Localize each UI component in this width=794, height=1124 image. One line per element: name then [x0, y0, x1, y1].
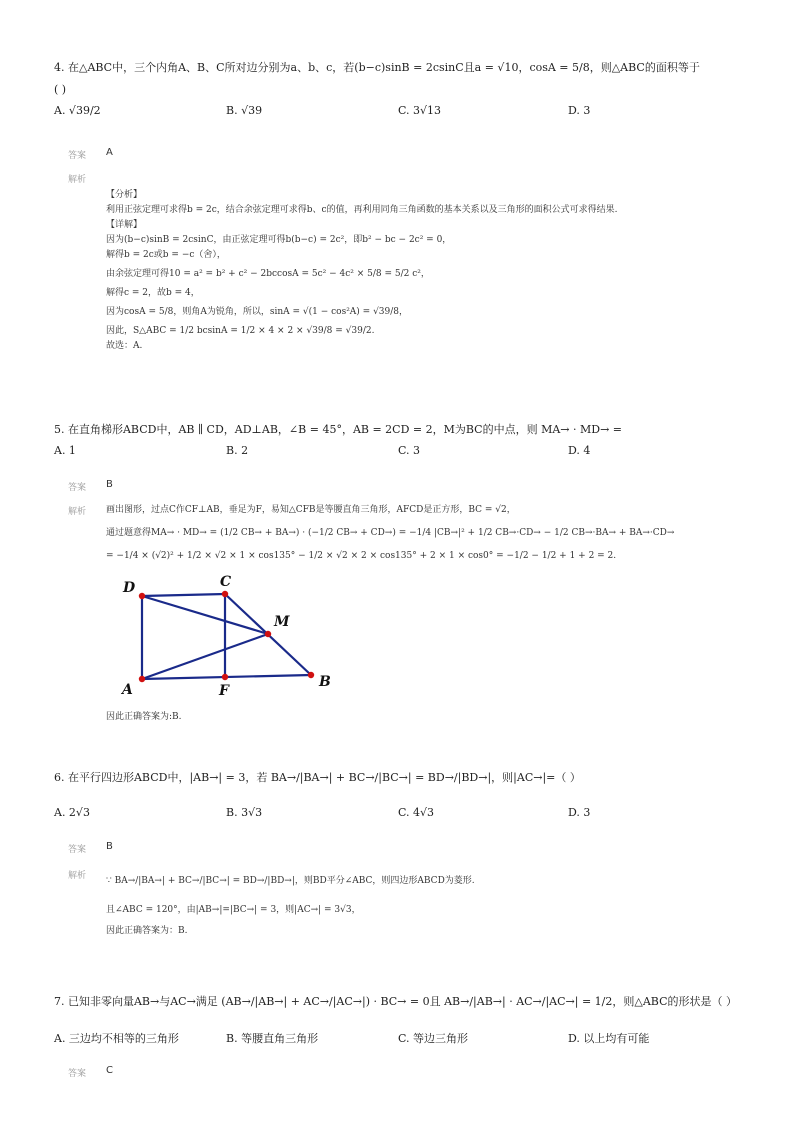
point-b — [308, 672, 314, 678]
q4-sol-line: 【详解】 — [106, 220, 143, 230]
q4-option-a: A. √39/2 — [54, 104, 101, 117]
point-c — [222, 591, 228, 597]
q5-option-a: A. 1 — [54, 444, 76, 457]
q4-option-d: D. 3 — [568, 104, 591, 117]
q7-stem: 7. 已知非零向量AB→与AC→满足 (AB→/|AB→| + AC→/|AC→|) · BC→ = 0且 AB→/|AB→| · AC→/|AC→| = 1/2，则△ABC的形状是（ ） — [54, 995, 737, 1008]
q7-option-a: A. 三边均不相等的三角形 — [54, 1032, 179, 1045]
segment-am — [142, 634, 268, 679]
label-d: D — [123, 580, 136, 596]
q6-analysis-label: 解析 — [68, 871, 87, 881]
q4-answer: A — [106, 147, 113, 158]
q7-option-b: B. 等腰直角三角形 — [226, 1032, 319, 1045]
q6-sol-line: 且∠ABC = 120°，由|AB→|=|BC→| = 3，则|AC→| = 3√3， — [106, 905, 361, 915]
q4-answer-label: 答案 — [68, 151, 87, 161]
q4-solution — [106, 188, 746, 354]
q6-answer-label: 答案 — [68, 845, 87, 855]
q5-sol-line: 画出图形，过点C作CF⊥AB，垂足为F，易知△CFB是等腰直角三角形，AFCD是正方形，BC = √2， — [106, 505, 516, 515]
q7-answer: C — [106, 1065, 113, 1076]
q4-sol-line: 故选：A. — [106, 341, 143, 351]
q4-sol-line: 由余弦定理可得10 = a² = b² + c² − 2bccosA = 5c² − 4c² × 5/8 = 5/2 c²， — [106, 269, 430, 279]
q4-sol-line: 因为cosA = 5/8，则角A为锐角，所以，sinA = √(1 − cos²A) = √39/8， — [106, 307, 409, 317]
edge-dc — [142, 594, 225, 596]
q5-option-d: D. 4 — [568, 444, 591, 457]
q5-solution — [106, 503, 746, 564]
q5-answer: B — [106, 479, 113, 490]
q4-sol-line: 【分析】 — [106, 190, 143, 200]
q5-answer-label: 答案 — [68, 483, 87, 493]
q7-answer-label: 答案 — [68, 1069, 87, 1079]
label-c: C — [220, 574, 232, 590]
q4-sol-line: 利用正弦定理可求得b = 2c，结合余弦定理可求得b、c的值，再利用同角三角函数的基本关系以及三角形的面积公式可求得结果. — [106, 205, 618, 215]
point-m — [265, 631, 271, 637]
label-b: B — [319, 674, 331, 690]
q5-stem: 5. 在直角梯形ABCD中，AB ∥ CD，AD⊥AB，∠B = 45°，AB = 2CD = 2，M为BC的中点，则 MA→ · MD→ = — [54, 423, 623, 436]
q6-sol-line: 因此正确答案为：B. — [106, 926, 188, 936]
q4-analysis-label: 解析 — [68, 175, 87, 185]
q6-solution — [106, 874, 746, 939]
q4-paren: ( ) — [54, 83, 67, 96]
q5-option-c: C. 3 — [398, 444, 421, 457]
q6-answer: B — [106, 841, 113, 852]
q4-sol-line: 因为(b−c)sinB = 2csinC，由正弦定理可得b(b−c) = 2c²，即b² − bc − 2c² = 0， — [106, 235, 452, 245]
q7-option-c: C. 等边三角形 — [398, 1032, 469, 1045]
q6-option-d: D. 3 — [568, 806, 591, 819]
q6-stem: 6. 在平行四边形ABCD中，|AB→| = 3，若 BA→/|BA→| + BC→/|BC→| = BD→/|BD→|，则|AC→|=（ ） — [54, 771, 581, 784]
label-m: M — [274, 614, 290, 630]
q5-option-b: B. 2 — [226, 444, 249, 457]
q5-sol-line: = −1/4 × (√2)² + 1/2 × √2 × 1 × cos135° − 1/2 × √2 × 2 × cos135° + 2 × 1 × cos0° = −1/2 − 1/2 + 1 + 2 = 2. — [106, 551, 617, 561]
q4-sol-line: 解得b = 2c或b = −c（舍）， — [106, 250, 226, 260]
q4-sol-line: 因此，S△ABC = 1/2 bcsinA = 1/2 × 4 × 2 × √39/8 = √39/2. — [106, 326, 375, 336]
trapezoid-figure — [116, 568, 346, 698]
point-d — [139, 593, 145, 599]
label-f: F — [219, 683, 229, 698]
q4-stem: 4. 在△ABC中，三个内角A、B、C所对边分别为a、b、c，若(b−c)sinB = 2csinC且a = √10，cosA = 5/8，则△ABC的面积等于 — [54, 61, 700, 74]
segment-dm — [142, 596, 268, 634]
q4-sol-line: 解得c = 2，故b = 4， — [106, 288, 200, 298]
point-f — [222, 674, 228, 680]
q6-option-b: B. 3√3 — [226, 806, 263, 819]
label-a: A — [122, 682, 133, 698]
q5-conclusion: 因此正确答案为:B. — [106, 712, 182, 722]
q4-option-b: B. √39 — [226, 104, 263, 117]
q6-option-a: A. 2√3 — [54, 806, 90, 819]
q4-option-c: C. 3√13 — [398, 104, 442, 117]
q7-option-d: D. 以上均有可能 — [568, 1032, 650, 1045]
q5-analysis-label: 解析 — [68, 507, 87, 517]
point-a — [139, 676, 145, 682]
q6-option-c: C. 4√3 — [398, 806, 435, 819]
q6-sol-line: ∵ BA→/|BA→| + BC→/|BC→| = BD→/|BD→|，则BD平分∠ABC，则四边形ABCD为菱形. — [106, 876, 475, 886]
q5-sol-line: 通过题意得MA→ · MD→ = (1/2 CB→ + BA→) · (−1/2 CB→ + CD→) = −1/4 |CB→|² + 1/2 CB→·CD→ − 1/2 CB→·BA→ + BA→·CD→ — [106, 528, 675, 538]
